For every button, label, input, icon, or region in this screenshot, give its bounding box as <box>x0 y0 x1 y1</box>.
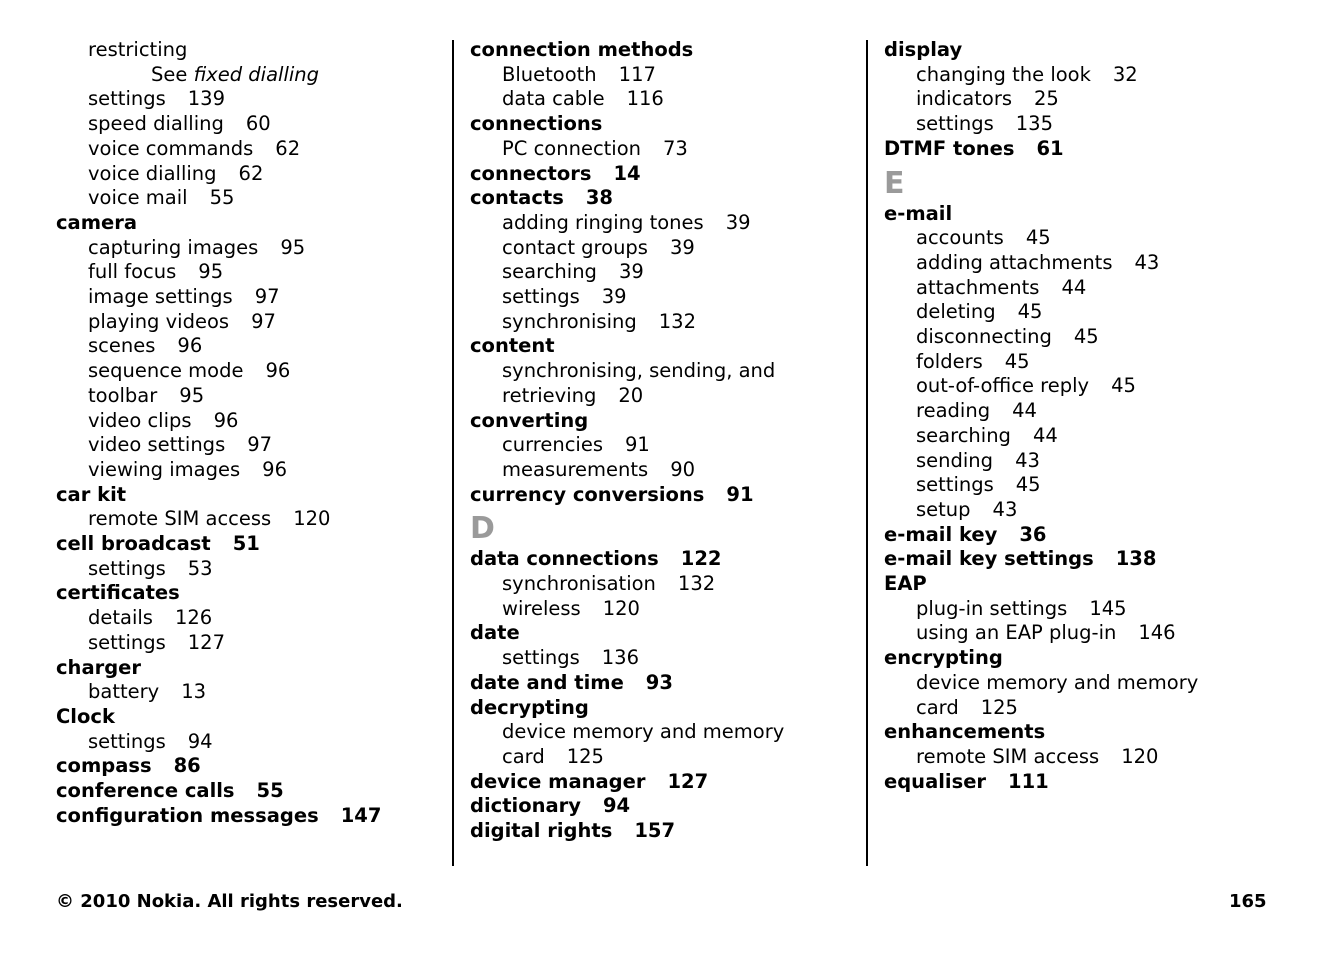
index-subentry <box>884 745 1269 770</box>
entry-term: adding ringing tones <box>502 210 704 234</box>
index-subentry <box>884 696 1269 721</box>
entry-page-number: 45 <box>1025 226 1051 250</box>
entry-term: battery <box>88 680 160 704</box>
entry-term: contact groups <box>502 235 648 259</box>
index-entry <box>470 112 855 137</box>
entry-term: indicators <box>916 87 1012 111</box>
entry-page-number: 61 <box>1036 136 1064 160</box>
entry-term: toolbar <box>88 383 158 407</box>
entry-term: contacts <box>470 186 564 210</box>
entry-term: searching <box>916 423 1011 447</box>
index-subentry <box>56 384 441 409</box>
column-divider <box>866 40 868 866</box>
entry-term: wireless <box>502 596 581 620</box>
entry-page-number: 97 <box>251 309 276 333</box>
entry-term: data connections <box>470 547 659 571</box>
entry-page-number: 45 <box>1004 349 1030 373</box>
entry-page-number: 55 <box>209 186 235 210</box>
entry-page-number: 145 <box>1089 596 1127 620</box>
entry-term: card <box>502 744 545 768</box>
section-letter: E <box>884 165 905 201</box>
index-subentry <box>884 251 1269 276</box>
index-subentry <box>56 285 441 310</box>
entry-page-number: 91 <box>726 482 754 506</box>
entry-term: synchronising <box>502 309 637 333</box>
index-subentry <box>884 112 1269 137</box>
entry-term: video settings <box>88 433 226 457</box>
entry-term: certificates <box>56 581 180 605</box>
index-entry <box>470 38 855 63</box>
entry-term: disconnecting <box>916 325 1052 349</box>
entry-page-number: 127 <box>667 769 709 793</box>
index-subentry <box>56 87 441 112</box>
index-subentry <box>470 458 855 483</box>
entry-term: enhancements <box>884 720 1046 744</box>
entry-page-number: 146 <box>1138 621 1176 645</box>
section-letter: D <box>470 511 495 547</box>
entry-term: card <box>916 695 959 719</box>
entry-term: settings <box>88 87 166 111</box>
index-subentry <box>56 359 441 384</box>
entry-term: capturing images <box>88 235 259 259</box>
entry-term: video clips <box>88 408 192 432</box>
entry-page-number: 116 <box>626 87 664 111</box>
entry-term: deleting <box>916 300 996 324</box>
entry-term: configuration messages <box>56 803 319 827</box>
index-entry <box>470 819 855 844</box>
entry-term: image settings <box>88 285 233 309</box>
index-entry <box>56 581 441 606</box>
index-entry <box>470 671 855 696</box>
entry-term: settings <box>88 729 166 753</box>
index-entry <box>884 523 1269 548</box>
index-entry <box>470 483 855 508</box>
index-subentry <box>56 507 441 532</box>
index-entry <box>56 754 441 779</box>
entry-page-number: 120 <box>602 596 640 620</box>
entry-term: converting <box>470 408 589 432</box>
entry-page-number: 125 <box>980 695 1018 719</box>
index-subentry <box>884 399 1269 424</box>
entry-page-number: 39 <box>669 235 695 259</box>
index-subentry <box>56 433 441 458</box>
entry-term: details <box>88 606 153 630</box>
index-subentry <box>884 374 1269 399</box>
index-entry <box>56 211 441 236</box>
index-column-1 <box>56 38 441 829</box>
entry-page-number: 20 <box>618 383 644 407</box>
index-subentry <box>470 285 855 310</box>
entry-page-number: 120 <box>293 507 331 531</box>
index-entry <box>884 720 1269 745</box>
entry-page-number: 127 <box>187 630 225 654</box>
entry-term: measurements <box>502 457 649 481</box>
index-subentry <box>56 606 441 631</box>
entry-page-number: 95 <box>280 235 306 259</box>
index-subentry <box>884 276 1269 301</box>
index-subentry <box>56 137 441 162</box>
index-entry <box>884 137 1269 162</box>
entry-page-number: 43 <box>992 497 1018 521</box>
index-entry <box>56 483 441 508</box>
entry-page-number: 96 <box>262 457 287 481</box>
index-subentry <box>470 211 855 236</box>
entry-page-number: 62 <box>275 136 301 160</box>
entry-term: data cable <box>502 87 605 111</box>
entry-page-number: 96 <box>265 359 291 383</box>
index-subentry <box>56 310 441 335</box>
entry-page-number: 96 <box>213 408 239 432</box>
entry-term: connection methods <box>470 38 694 61</box>
index-entry <box>56 705 441 730</box>
entry-term: adding attachments <box>916 250 1113 274</box>
index-subentry <box>56 557 441 582</box>
index-subentry <box>470 359 855 384</box>
index-subentry <box>470 597 855 622</box>
index-subentry <box>470 433 855 458</box>
index-subentry <box>884 87 1269 112</box>
entry-term: settings <box>502 646 580 670</box>
entry-term: content <box>470 334 555 358</box>
entry-page-number: 132 <box>658 309 696 333</box>
entry-term: synchronising, sending, and <box>502 359 776 383</box>
index-entry <box>884 38 1269 63</box>
index-entry <box>884 646 1269 671</box>
entry-term: remote SIM access <box>88 507 272 531</box>
index-subentry <box>470 236 855 261</box>
entry-page-number: 94 <box>602 794 631 818</box>
entry-term: dictionary <box>470 794 581 818</box>
index-subentry <box>470 310 855 335</box>
entry-term: camera <box>56 210 138 234</box>
entry-page-number: 53 <box>187 556 213 580</box>
entry-page-number: 62 <box>238 161 264 185</box>
index-entry <box>884 202 1269 227</box>
index-entry <box>470 770 855 795</box>
index-subentry <box>56 162 441 187</box>
index-subentry <box>884 597 1269 622</box>
index-subentry <box>470 137 855 162</box>
entry-page-number: 39 <box>618 260 644 284</box>
index-subentry <box>884 63 1269 88</box>
index-subentry <box>470 646 855 671</box>
entry-term: remote SIM access <box>916 744 1100 768</box>
entry-page-number: 13 <box>181 680 207 704</box>
entry-term: decrypting <box>470 695 589 719</box>
entry-page-number: 157 <box>634 819 676 843</box>
entry-term: out-of-office reply <box>916 374 1090 398</box>
entry-term: e-mail key settings <box>884 547 1094 571</box>
entry-page-number: 45 <box>1073 325 1099 349</box>
entry-term: settings <box>88 630 166 654</box>
entry-page-number: 139 <box>187 87 225 111</box>
index-entry <box>56 804 441 829</box>
index-entry <box>56 532 441 557</box>
index-subentry <box>884 325 1269 350</box>
index-subentry <box>884 449 1269 474</box>
entry-page-number: 132 <box>677 572 716 596</box>
index-subentry <box>56 409 441 434</box>
entry-page-number: 126 <box>174 606 213 630</box>
column-divider <box>452 40 454 866</box>
entry-term: settings <box>88 556 166 580</box>
entry-page-number: 60 <box>245 112 271 136</box>
entry-term: sequence mode <box>88 359 244 383</box>
index-subentry <box>884 498 1269 523</box>
entry-page-number: 45 <box>1015 473 1041 497</box>
index-subentry <box>884 226 1269 251</box>
entry-term: display <box>884 38 963 61</box>
entry-page-number: 38 <box>585 186 613 210</box>
entry-term: conference calls <box>56 779 235 803</box>
index-subentry <box>56 112 441 137</box>
entry-term: using an EAP plug-in <box>916 621 1117 645</box>
entry-page-number: 125 <box>566 744 604 768</box>
entry-term: digital rights <box>470 819 613 843</box>
index-subentry <box>884 350 1269 375</box>
entry-page-number: 97 <box>254 285 280 309</box>
entry-page-number: 86 <box>173 754 201 778</box>
index-entry <box>470 547 855 572</box>
entry-term: device memory and memory <box>916 670 1199 694</box>
entry-page-number: 44 <box>1012 399 1037 423</box>
entry-term: retrieving <box>502 383 597 407</box>
index-entry <box>470 409 855 434</box>
index-entry <box>470 621 855 646</box>
entry-term: synchronisation <box>502 572 656 596</box>
entry-term: setup <box>916 497 971 521</box>
index-subentry <box>56 186 441 211</box>
index-column-2 <box>470 38 855 844</box>
entry-term: speed dialling <box>88 112 224 136</box>
index-subentry <box>56 260 441 285</box>
index-subentry <box>470 745 855 770</box>
entry-term: device manager <box>470 769 646 793</box>
index-subentry <box>884 621 1269 646</box>
index-subentry <box>884 671 1269 696</box>
entry-term: currencies <box>502 433 603 457</box>
index-entry <box>884 770 1269 795</box>
index-entry <box>56 779 441 804</box>
see-target: fixed dialling <box>193 62 320 86</box>
entry-term: EAP <box>884 572 927 596</box>
entry-term: scenes <box>88 334 156 358</box>
index-subentry <box>56 680 441 705</box>
entry-term: reading <box>916 399 991 423</box>
entry-page-number: 90 <box>670 457 696 481</box>
entry-term: viewing images <box>88 457 241 481</box>
entry-term: settings <box>916 473 994 497</box>
index-subentry <box>56 458 441 483</box>
index-entry <box>884 547 1269 572</box>
index-column-3 <box>884 38 1269 794</box>
index-subentry <box>884 424 1269 449</box>
entry-term: voice mail <box>88 186 188 210</box>
entry-term: date and time <box>470 670 624 694</box>
entry-term: equaliser <box>884 769 987 793</box>
entry-page-number: 73 <box>663 136 688 160</box>
entry-term: charger <box>56 655 142 679</box>
index-entry <box>884 572 1269 597</box>
entry-term: settings <box>502 285 580 309</box>
footer-page-number: 165 <box>1229 891 1267 912</box>
entry-term: accounts <box>916 226 1004 250</box>
index-subentry <box>470 63 855 88</box>
entry-term: folders <box>916 349 983 373</box>
index-entry <box>470 696 855 721</box>
index-subentry <box>56 334 441 359</box>
entry-term: Clock <box>56 704 115 728</box>
entry-term: voice commands <box>88 136 254 160</box>
entry-page-number: 95 <box>179 383 205 407</box>
entry-page-number: 111 <box>1008 769 1049 793</box>
index-subentry <box>470 384 855 409</box>
entry-term: currency conversions <box>470 482 705 506</box>
index-entry <box>470 334 855 359</box>
entry-term: connectors <box>470 161 592 185</box>
entry-page-number: 95 <box>198 260 224 284</box>
entry-page-number: 25 <box>1034 87 1059 111</box>
entry-term: cell broadcast <box>56 532 211 556</box>
entry-term: voice dialling <box>88 161 217 185</box>
entry-page-number: 39 <box>601 285 627 309</box>
entry-term: restricting <box>88 38 188 61</box>
index-entry <box>56 656 441 681</box>
entry-page-number: 51 <box>232 532 260 556</box>
entry-page-number: 45 <box>1111 374 1136 398</box>
entry-term: connections <box>470 112 603 136</box>
entry-term: date <box>470 621 520 645</box>
entry-term: searching <box>502 260 597 284</box>
entry-page-number: 138 <box>1115 547 1157 571</box>
entry-term: PC connection <box>502 136 642 160</box>
entry-term: plug-in settings <box>916 596 1068 620</box>
entry-term: playing videos <box>88 309 230 333</box>
index-entry <box>470 794 855 819</box>
entry-term: encrypting <box>884 646 1003 670</box>
entry-term: settings <box>916 112 994 136</box>
entry-page-number: 97 <box>247 433 273 457</box>
entry-page-number: 120 <box>1121 744 1159 768</box>
entry-page-number: 14 <box>613 161 641 185</box>
index-subentry <box>470 87 855 112</box>
entry-page-number: 93 <box>645 670 673 694</box>
entry-term: device memory and memory <box>502 720 785 744</box>
index-entry <box>470 186 855 211</box>
entry-page-number: 45 <box>1017 300 1043 324</box>
index-subentry <box>884 473 1269 498</box>
index-subentry <box>470 260 855 285</box>
index-entry <box>470 162 855 187</box>
entry-term: e-mail key <box>884 522 998 546</box>
entry-term: car kit <box>56 482 127 506</box>
entry-page-number: 43 <box>1015 448 1040 472</box>
entry-page-number: 117 <box>618 62 656 86</box>
index-subentry <box>56 38 441 63</box>
entry-term: attachments <box>916 275 1040 299</box>
entry-page-number: 43 <box>1134 250 1160 274</box>
see-label: See <box>151 62 188 86</box>
entry-page-number: 135 <box>1015 112 1053 136</box>
entry-term: compass <box>56 754 152 778</box>
entry-page-number: 55 <box>256 779 284 803</box>
entry-page-number: 36 <box>1019 522 1047 546</box>
index-subentry <box>56 236 441 261</box>
entry-page-number: 44 <box>1061 275 1087 299</box>
entry-term: changing the look <box>916 62 1091 86</box>
entry-page-number: 136 <box>601 646 639 670</box>
entry-page-number: 91 <box>625 433 650 457</box>
entry-term: e-mail <box>884 201 953 225</box>
index-subentry <box>470 720 855 745</box>
index-subentry <box>56 631 441 656</box>
entry-page-number: 96 <box>177 334 203 358</box>
index-subentry <box>56 730 441 755</box>
entry-page-number: 122 <box>680 547 722 571</box>
entry-term: sending <box>916 448 994 472</box>
entry-page-number: 44 <box>1032 423 1058 447</box>
entry-term: full focus <box>88 260 177 284</box>
index-subentry <box>470 572 855 597</box>
entry-page-number: 147 <box>340 803 382 827</box>
entry-term: DTMF tones <box>884 136 1015 160</box>
index-cross-reference <box>56 63 441 88</box>
entry-page-number: 39 <box>725 210 751 234</box>
entry-page-number: 94 <box>187 729 213 753</box>
entry-term: Bluetooth <box>502 62 597 86</box>
entry-page-number: 32 <box>1112 62 1138 86</box>
index-subentry <box>884 300 1269 325</box>
footer-copyright: © 2010 Nokia. All rights reserved. <box>56 891 403 912</box>
